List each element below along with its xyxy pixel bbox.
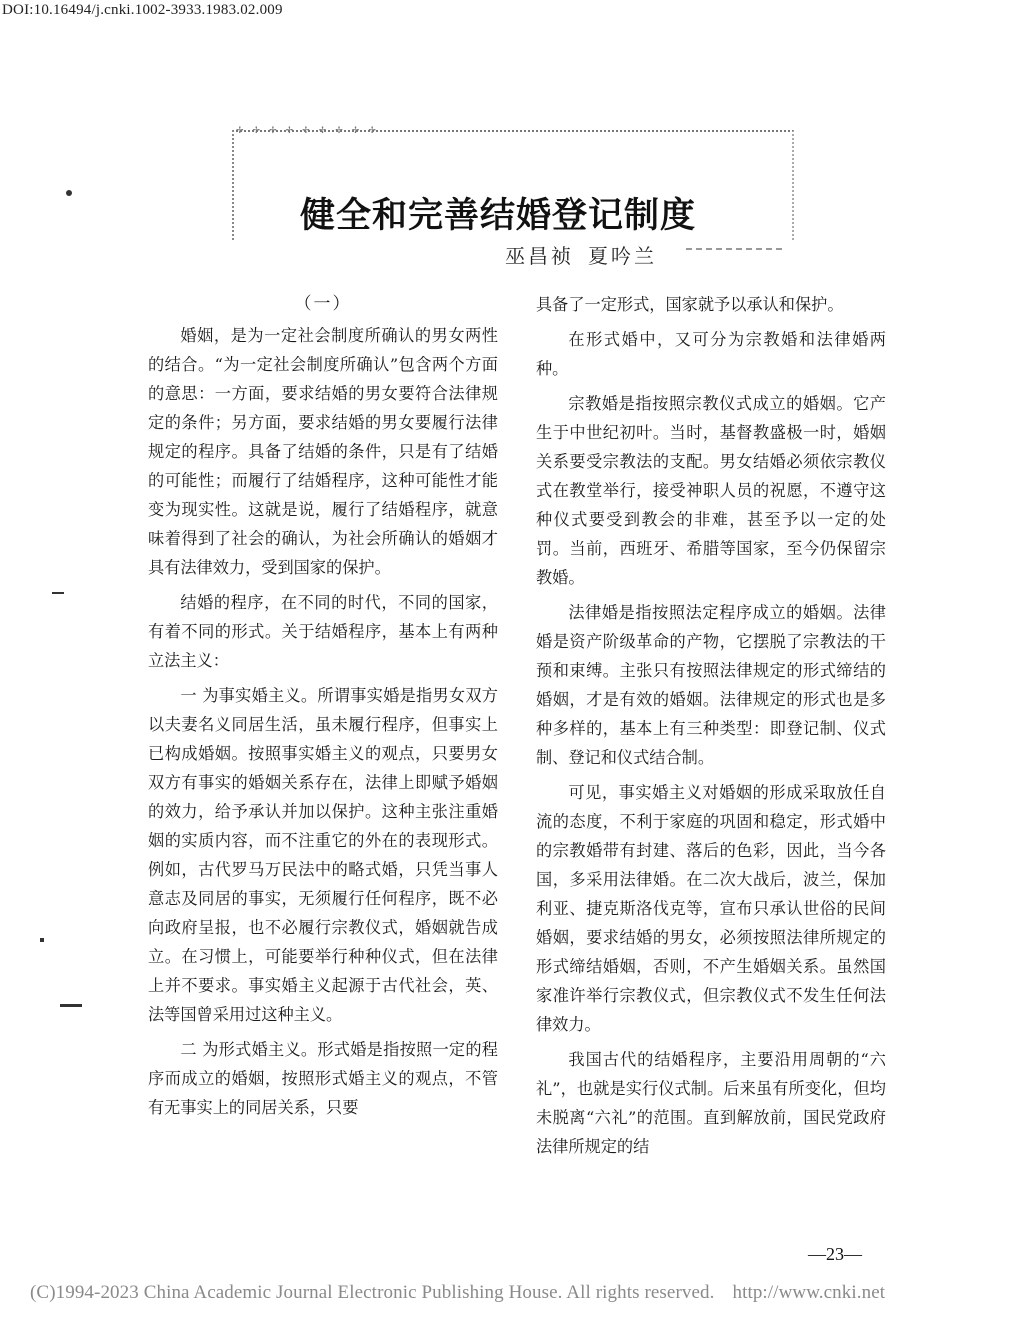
footer-copyright (30, 1282, 885, 1304)
scan-speck (52, 592, 64, 594)
paragraph: 一 为事实婚主义。所谓事实婚是指男女双方以夫妻名义同居生活，虽未履行程序，但事实上已构成婚姻。按照事实婚主义的观点，只要男女双方有事实的婚姻关系存在，法律上即赋予婚姻的效力，给予承认并加以保护。这种主张注重婚姻的实质内容，而不注重它的外在的表现形式。例如，古代罗马万民法中的略式婚，只凭当事人意志及同居的事实，无须履行任何程序，既不必向政府呈报，也不必履行宗教仪式，婚姻就告成立。在习惯上，可能要举行种种仪式，但在法律上并不要求。事实婚主义起源于古代社会，英、法等国曾采用过这种主义。 (148, 686, 498, 1024)
right-column (536, 290, 886, 1167)
section-heading: （一） (294, 294, 352, 314)
author-ornament (686, 248, 782, 250)
paragraph: 我国古代的结婚程序，主要沿用周朝的“六礼”，也就是实行仪式制。后来虽有所变化，但均未脱离“六礼”的范围。直到解放前，国民党政府法律所规定的结 (536, 1050, 886, 1156)
author-line (505, 240, 657, 269)
page-number: —23— (808, 1244, 862, 1264)
paragraph: 宗教婚是指按照宗教仪式成立的婚姻。它产生于中世纪初叶。当时，基督教盛极一时，婚姻关系要受宗教法的支配。男女结婚必须依宗教仪式在教堂举行，接受神职人员的祝愿，不遵守这种仪式要受到教会的非难，甚至予以一定的处罚。当前，西班牙、希腊等国家，至今仍保留宗教婚。 (536, 394, 886, 587)
article-title: 健全和完善结婚登记制度 (300, 195, 697, 237)
scan-speck (60, 1004, 82, 1007)
paragraph: 结婚的程序，在不同的时代，不同的国家，有着不同的形式。关于结婚程序，基本上有两种立法主义： (148, 593, 498, 670)
doi-label: DOI:10.16494/j.cnki.1002-3933.1983.02.009 (2, 2, 283, 18)
scan-speck (40, 938, 44, 942)
paragraph-continuation: 具备了一定形式，国家就予以承认和保护。 (536, 295, 844, 314)
author-1: 巫昌祯 (505, 244, 574, 268)
paragraph: 在形式婚中，又可分为宗教婚和法律婚两种。 (536, 330, 886, 378)
author-2: 夏吟兰 (588, 244, 657, 268)
paragraph: 可见，事实婚主义对婚姻的形成采取放任自流的态度，不利于家庭的巩固和稳定，形式婚中的宗教婚带有封建、落后的色彩，因此，当今各国，多采用法律婚。在二次大战后，波兰，保加利亚、捷克斯洛伐克等，宣布只承认世俗的民间婚姻，要求结婚的男女，必须按照法律所规定的形式缔结婚姻，否则，不产生婚姻关系。虽然国家准许举行宗教仪式，但宗教仪式不发生任何法律效力。 (536, 783, 886, 1034)
scan-speck (66, 190, 72, 196)
paragraph: 法律婚是指按照法定程序成立的婚姻。法律婚是资产阶级革命的产物，它摆脱了宗教法的干预和束缚。主张只有按照法律规定的形式缔结的婚姻，才是有效的婚姻。法律规定的形式也是多种多样的，基本上有三种类型：即登记制、仪式制、登记和仪式结合制。 (536, 603, 886, 767)
left-column (148, 290, 498, 1128)
paragraph: 二 为形式婚主义。形式婚是指按照一定的程序而成立的婚姻，按照形式婚主义的观点，不管有无事实上的同居关系，只要 (148, 1040, 498, 1117)
frame-ornament: ✢✢✢✢✢✢✢✢✢ (236, 126, 385, 136)
copyright-text: (C)1994-2023 China Academic Journal Electronic Publishing House. All rights reserved. (30, 1282, 715, 1303)
paragraph: 婚姻，是为一定社会制度所确认的男女两性的结合。“为一定社会制度所确认”包含两个方面的意思：一方面，要求结婚的男女要符合法律规定的条件；另方面，要求结婚的男女要履行法律规定的程序。具备了结婚的条件，只是有了结婚的可能性；而履行了结婚程序，这种可能性才能变为现实性。这就是说，履行了结婚程序，就意味着得到了社会的确认，为社会所确认的婚姻才具有法律效力，受到国家的保护。 (148, 326, 498, 577)
footer-url[interactable]: http://www.cnki.net (732, 1282, 886, 1303)
